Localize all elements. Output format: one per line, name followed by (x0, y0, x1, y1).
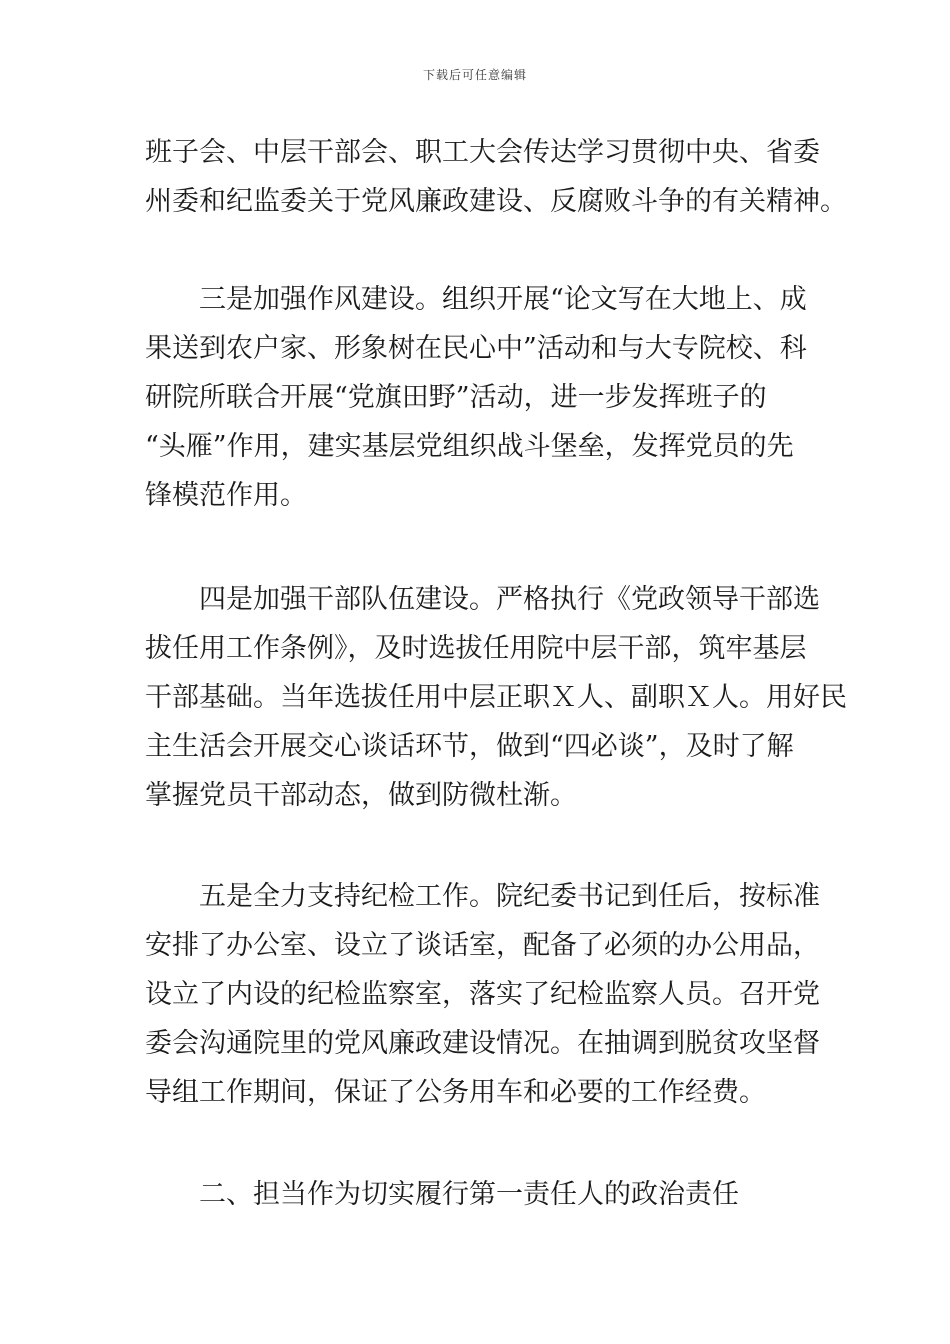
paragraph-3 (145, 575, 847, 820)
paragraph-4 (145, 872, 820, 1117)
paragraph-line: 研院所联合开展“党旗田野”活动，进一步发挥班子的 (145, 382, 767, 413)
paragraph-1 (145, 128, 847, 226)
paragraph-line: 班子会、中层干部会、职工大会传达学习贯彻中央、省委 (145, 137, 820, 168)
section-heading (145, 1170, 815, 1219)
paragraph-line: 拔任用工作条例》，及时选拔任用院中层干部，筑牢基层 (145, 633, 807, 664)
paragraph-line: “头雁”作用，建实基层党组织战斗堡垒，发挥党员的先 (145, 431, 794, 462)
paragraph-2 (145, 275, 815, 520)
paragraph-line: 干部基础。当年选拔任用中层正职Ｘ人、副职Ｘ人。用好民 (145, 682, 847, 713)
paragraph-line: 设立了内设的纪检监察室，落实了纪检监察人员。召开党 (145, 979, 820, 1010)
paragraph-line: 导组工作期间，保证了公务用车和必要的工作经费。 (145, 1077, 766, 1108)
paragraph-line: 五是全力支持纪检工作。院纪委书记到任后，按标准 (199, 881, 820, 912)
paragraph-line: 州委和纪监委关于党风廉政建设、反腐败斗争的有关精神。 (145, 186, 847, 217)
paragraph-line: 四是加强干部队伍建设。严格执行《党政领导干部选 (199, 584, 820, 615)
paragraph-line: 果送到农户家、形象树在民心中”活动和与大专院校、科 (145, 333, 807, 364)
heading-line: 二、担当作为切实履行第一责任人的政治责任 (199, 1179, 739, 1210)
paragraph-line: 掌握党员干部动态，做到防微杜渐。 (145, 780, 577, 811)
paragraph-line: 三是加强作风建设。组织开展“论文写在大地上、成 (199, 284, 807, 315)
paragraph-line: 委会沟通院里的党风廉政建设情况。在抽调到脱贫攻坚督 (145, 1028, 820, 1059)
paragraph-line: 主生活会开展交心谈话环节，做到“四必谈”，及时了解 (145, 731, 794, 762)
paragraph-line: 安排了办公室、设立了谈话室，配备了必须的办公用品， (145, 930, 820, 961)
paragraph-line: 锋模范作用。 (145, 480, 307, 511)
header-note: 下载后可任意编辑 (422, 68, 527, 82)
